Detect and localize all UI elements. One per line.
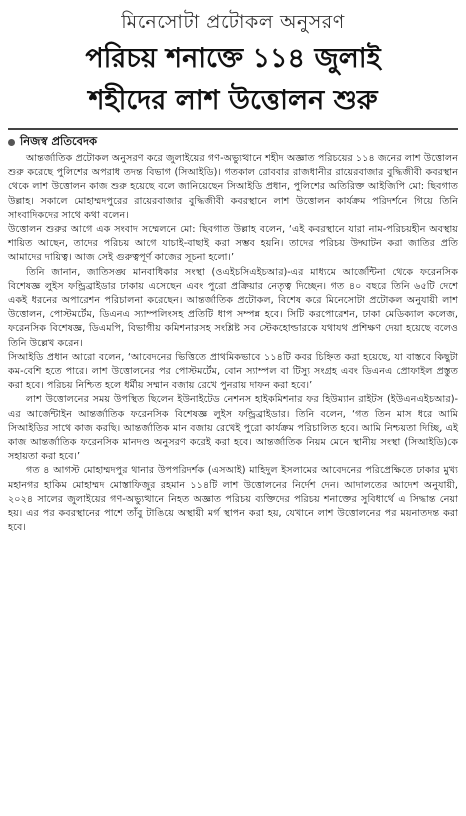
- byline-text: নিজস্ব প্রতিবেদক: [20, 133, 98, 148]
- body-paragraph: আন্তর্জাতিক প্রটোকল অনুসরণ করে জুলাইয়ের গণ-অভ্যুত্থানে শহীদ অজ্ঞাত পরিচয়ের ১১৪ জনের লাশ উত্তোলন শুরু করেছে পুলিশের অপরাধ তদন্ত বিভাগ (সিআইডি)। গতকাল রোববার রাজধানীর রায়েরবাজার বুদ্ধিজীবী কবরস্থান থেকে লাশ উত্তোলন কাজ শুরু হয়েছে বলে জানিয়েছেন সিআইডি প্রধান, পুলিশের অতিরিক্ত আইজিপি মো: ছিবগাত উল্লাহ। সকালে মোহাম্মদপুরের রায়েরবাজার বুদ্ধিজীবী কবরস্থানে লাশ উত্তোলন কার্যক্রম পরিদর্শনে গিয়ে তিনি সাংবাদিকদের সাথে কথা বলেন।: [8, 153, 458, 221]
- article-headline: [8, 38, 458, 122]
- body-paragraph: লাশ উত্তোলনের সময় উপস্থিত ছিলেন ইউনাইটেড নেশনস হাইকমিশনার ফর হিউম্যান রাইটস (ইউএনএইচআর)-এর আর্জেন্টাইন আন্তর্জাতিক ফরেনসিক বিশেষজ্ঞ লুইস ফন্ড্রিব্রাইডার। তিনি বলেন, ‘গত তিন মাস ধরে আমি সিআইডির সাথে কাজ করছি। আন্তর্জাতিক মান বজায় রেখেই পুরো কার্যক্রম পরিচালিত হবে। আমি নিশ্চয়তা দিচ্ছি, এই কাজ আন্তর্জাতিক ফরেনসিক মানদণ্ড অনুসরণ করেই করা হবে। আন্তর্জাতিক নিয়ম মেনে স্থানীয় সংস্থা (সিআইডি)কে সহায়তা করা হবে।’: [8, 394, 458, 463]
- body-paragraph: সিআইডি প্রধান আরো বলেন, ‘আবেদনের ভিত্তিতে প্রাথমিকভাবে ১১৪টি কবর চিহ্নিত করা হয়েছে, যা বাস্তবে কিছুটা কম-বেশি হতে পারে। লাশ উত্তোলনের পর পোস্টমর্টেম, বোন স্যাম্পল বা টিস্যু সংগ্রহ এবং ডিএনএ প্রোফাইল প্রস্তুত করা হবে। পরিচয় নিশ্চিত হলে ধর্মীয় সম্মান বজায় রেখে পুনরায় দাফন করা হবে।’: [8, 351, 458, 392]
- headline-divider: [8, 128, 458, 130]
- headline-line-2: শহীদের লাশ উত্তোলন শুরু: [88, 85, 378, 116]
- article-kicker: মিনেসোটা প্রটোকল অনুসরণ: [121, 11, 345, 33]
- byline: [8, 134, 458, 150]
- article-body: [8, 152, 458, 535]
- headline-line-1: পরিচয় শনাক্তে ১১৪ জুলাই: [85, 43, 381, 74]
- body-paragraph: উত্তোলন শুরুর আগে এক সংবাদ সম্মেলনে মো: ছিবগাত উল্লাহ বলেন, ‘এই কবরস্থানে যারা নাম-পরিচয়হীন অবস্থায় শায়িত আছেন, তাদের পরিচয় আগে যাচাই-বাছাই করা সম্ভব হয়নি। তাদের পরিচয় উদ্ঘাটন করা জাতির প্রতি আমাদের দায়িত্ব। আজ সেই গুরুত্বপূর্ণ কাজের সূচনা হলো।’: [8, 224, 458, 264]
- body-paragraph: গত ৪ আগস্ট মোহাম্মদপুর থানার উপপরিদর্শক (এসআই) মাহিদুল ইসলামের আবেদনের পরিপ্রেক্ষিতে ঢাকার মুখ্য মহানগর হাকিম মোহাম্মদ মোস্তাফিজুর রহমান ১১৪টি লাশ উত্তোলনের নির্দেশ দেন। আদালতের আদেশ অনুযায়ী, ২০২৪ সালের জুলাইয়ের গণ-অভ্যুত্থানে নিহত অজ্ঞাত পরিচয় ব্যক্তিদের পরিচয় শনাক্তের সুবিধার্থে এ সিদ্ধান্ত নেয়া হয়। এর পর কবরস্থানের পাশে তাঁবু টাঙিয়ে অস্থায়ী মর্গ স্থাপন করা হয়, যেখানে লাশ উত্তোলনের পর ময়নাতদন্ত করা হবে।: [8, 465, 458, 534]
- bullet-icon: [8, 139, 15, 146]
- body-paragraph: তিনি জানান, জাতিসঙ্ঘ মানবাধিকার সংস্থা (ওএইচসিএইচআর)-এর মাধ্যমে আর্জেন্টিনা থেকে ফরেনসিক বিশেষজ্ঞ লুইস ফন্ড্রিব্রাইডার ঢাকায় এসেছেন এবং পুরো প্রক্রিয়ার নেতৃত্ব দিচ্ছেন। গত ৪০ বছরে তিনি ৬৫টি দেশে একই ধরনের অপারেশন পরিচালনা করেছেন। আন্তর্জাতিক প্রটোকল, বিশেষ করে মিনেসোটা প্রটোকল অনুযায়ী লাশ উত্তোলন, পোস্টমর্টেম, ডিএনএ স্যাম্পলিংসহ প্রতিটি ধাপ সম্পন্ন হবে। সিটি করপোরেশন, ঢাকা মেডিক্যাল কলেজ, ফরেনসিক বিশেষজ্ঞ, ডিএমপি, বিভাগীয় কমিশনারসহ সংশ্লিষ্ট সব স্টেকহোল্ডারকে যথাযথ প্রশিক্ষণ দেয়া হয়েছে বলেও তিনি উল্লেখ করেন।: [8, 266, 458, 349]
